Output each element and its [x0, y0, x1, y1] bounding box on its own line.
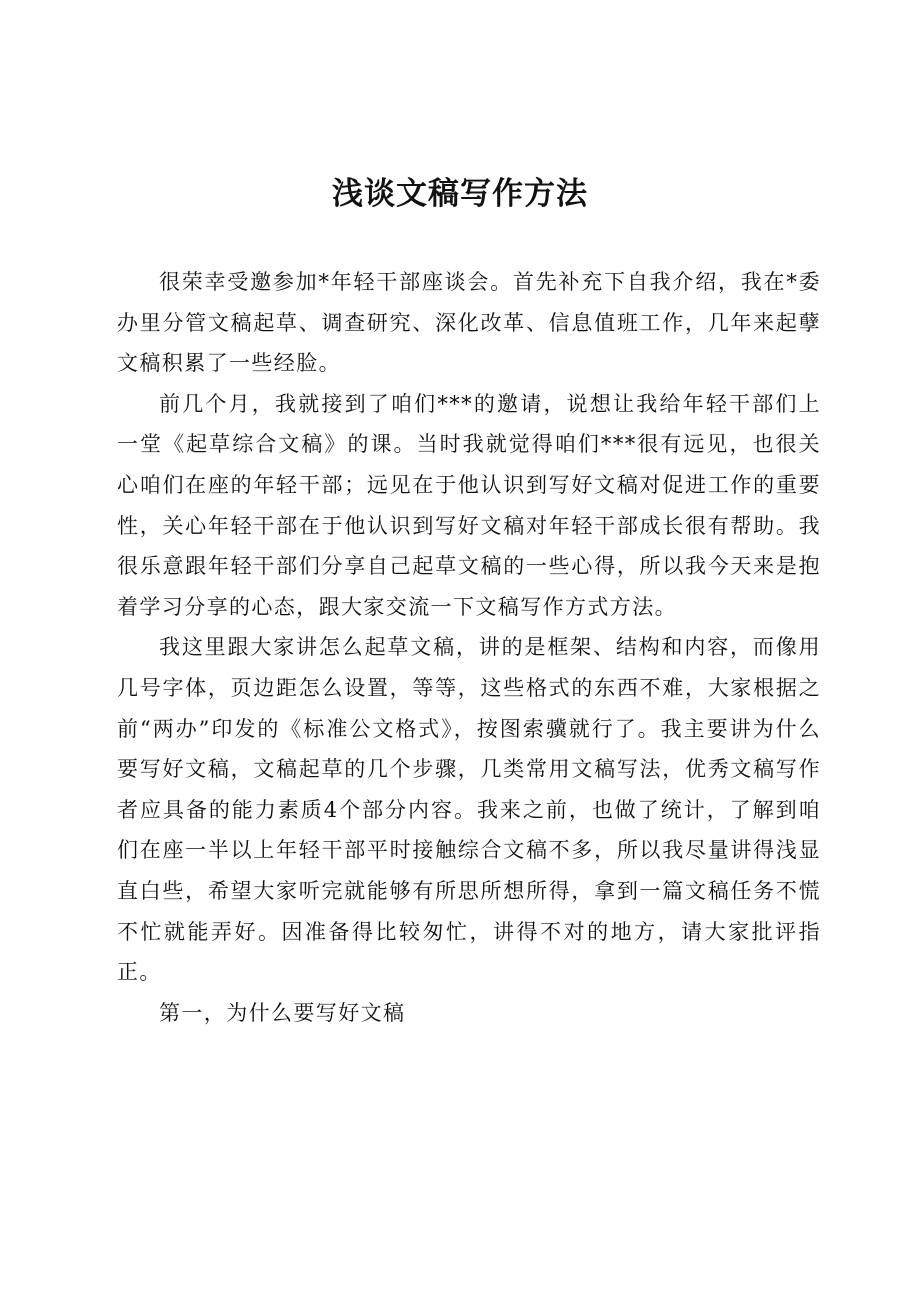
paragraph-invitation: 前几个月，我就接到了咱们***的邀请，说想让我给年轻干部们上一堂《起草综合文稿》的课。当时我就觉得咱们***很有远见，也很关心咱们在座的年轻干部；远见在于他认识到写好文稿对促进工作的重要性，关心年轻干部在于他认识到写好文稿对年轻干部成长很有帮助。我很乐意跟年轻干部们分享自己起草文稿的一些心得，所以我今天来是抱着学习分享的心态，跟大家交流一下文稿写作方式方法。: [117, 391, 821, 619]
document-title: 浅谈文稿写作方法: [332, 176, 588, 212]
paragraph-outline: 我这里跟大家讲怎么起草文稿，讲的是框架、结构和内容，而像用几号字体，页边距怎么设置，等等，这些格式的东西不难，大家根据之前“两办”印发的《标准公文格式》，按图索骥就行了。我主要讲为什么要写好文稿，文稿起草的几个步骤，几类常用文稿写法，优秀文稿写作者应具备的能力素质4个部分内容。我来之前，也做了统计，了解到咱们在座一半以上年轻干部平时接触综合文稿不多，所以我尽量讲得浅显直白些，希望大家听完就能够有所思所想所得，拿到一篇文稿任务不慌不忙就能弄好。因准备得比较匆忙，讲得不对的地方，请大家批评指正。: [117, 635, 821, 985]
paragraph-intro: 很荣幸受邀参加*年轻干部座谈会。首先补充下自我介绍，我在*委办里分管文稿起草、调查研究、深化改革、信息值班工作，几年来起孽文稿积累了一些经脸。: [117, 270, 821, 376]
document-body: [117, 262, 821, 1033]
section-heading-first: 第一，为什么要写好文稿: [159, 1000, 406, 1025]
